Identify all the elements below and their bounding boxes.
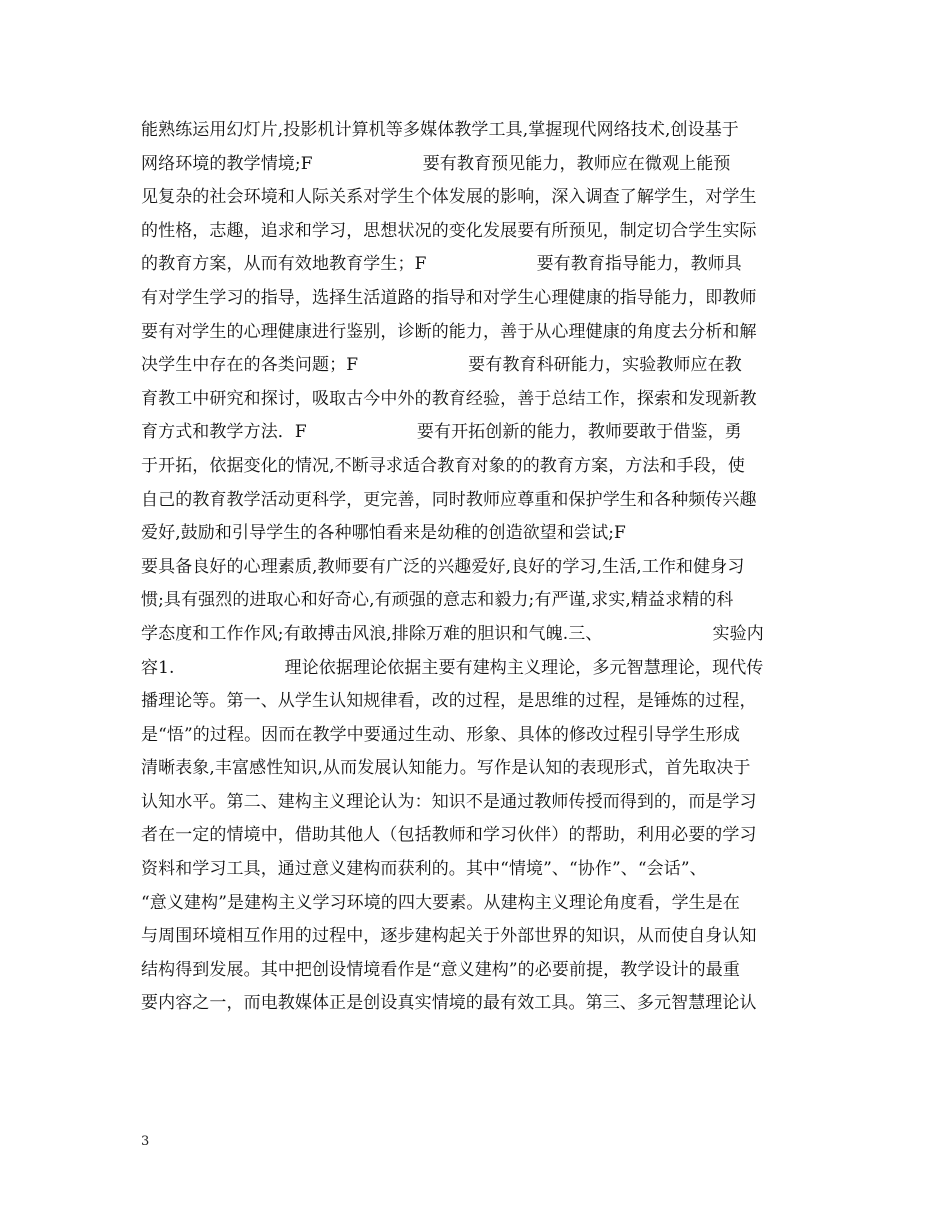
text-line: 育方式和教学方法．F 要有开拓创新的能力，教师要敢于借鉴，勇 bbox=[141, 422, 742, 443]
text-line: 要内容之一，而电教媒体正是创设真实情境的最有效工具。第三、多元智慧理论认 bbox=[141, 993, 757, 1014]
text-line: 者在一定的情境中，借助其他人（包括教师和学习伙伴）的帮助，利用必要的学习 bbox=[141, 825, 757, 846]
text-line: 清晰表象,丰富感性知识,从而发展认知能力。写作是认知的表现形式，首先取决于 bbox=[141, 758, 751, 779]
text-line: 要具备良好的心理素质,教师要有广泛的兴趣爱好,良好的学习,生活,工作和健身习 bbox=[141, 556, 745, 577]
text-line: 是“悟”的过程。因而在教学中要通过生动、形象、具体的修改过程引导学生形成 bbox=[141, 724, 740, 745]
text-line: 网络环境的教学情境;F 要有教育预见能力，教师应在微观上能预 bbox=[141, 153, 731, 174]
text-line: 自己的教育教学活动更科学，更完善，同时教师应尊重和保护学生和各种频传兴趣 bbox=[141, 489, 757, 510]
text-line: 认知水平。第二、建构主义理论认为：知识不是通过教师传授而得到的，而是学习 bbox=[141, 791, 757, 812]
text-line: 容1. 理论依据理论依据主要有建构主义理论，多元智慧理论，现代传 bbox=[141, 657, 764, 678]
text-line: 爱好,鼓励和引导学生的各种哪怕看来是幼稚的创造欲望和尝试;F bbox=[141, 523, 626, 544]
text-line: 有对学生学习的指导，选择生活道路的指导和对学生心理健康的指导能力，即教师 bbox=[141, 287, 757, 308]
text-line: 见复杂的社会环境和人际关系对学生个体发展的影响，深入调查了解学生，对学生 bbox=[141, 187, 757, 208]
text-line: 与周围环境相互作用的过程中，逐步建构起关于外部世界的知识，从而使自身认知 bbox=[141, 926, 757, 947]
body-text bbox=[141, 114, 816, 1021]
page-number: 3 bbox=[141, 1134, 150, 1149]
text-line: 的教育方案，从而有效地教育学生；F 要有教育指导能力，教师具 bbox=[141, 254, 742, 275]
text-line: 播理论等。第一、从学生认知规律看，改的过程，是思维的过程，是锤炼的过程， bbox=[141, 691, 757, 712]
text-line: 的性格，志趣，追求和学习，思想状况的变化发展要有所预见，制定切合学生实际 bbox=[141, 220, 757, 241]
text-line: 要有对学生的心理健康进行鉴别，诊断的能力，善于从心理健康的角度去分析和解 bbox=[141, 321, 757, 342]
text-line: 于开拓，依据变化的情况,不断寻求适合教育对象的的教育方案，方法和手段，使 bbox=[141, 455, 746, 476]
text-line: 育教工中研究和探讨，吸取古今中外的教育经验，善于总结工作，探索和发现新教 bbox=[141, 388, 757, 409]
text-line: 资料和学习工具，通过意义建构而获利的。其中“情境”、“协作”、“会话”、 bbox=[141, 859, 707, 880]
text-line: 学态度和工作作风;有敢搏击风浪,排除万难的胆识和气魄.三、 实验内 bbox=[141, 623, 764, 644]
text-line: 结构得到发展。其中把创设情境看作是“意义建构”的必要前提，教学设计的最重 bbox=[141, 959, 740, 980]
text-line: 惯;具有强烈的进取心和好奇心,有顽强的意志和毅力;有严谨,求实,精益求精的科 bbox=[141, 590, 734, 611]
text-line: “意义建构”是建构主义学习环境的四大要素。从建构主义理论角度看，学生是在 bbox=[141, 892, 740, 913]
text-line: 能熟练运用幻灯片,投影机计算机等多媒体教学工具,掌握现代网络技术,创设基于 bbox=[141, 120, 739, 140]
text-line: 决学生中存在的各类问题；F 要有教育科研能力，实验教师应在教 bbox=[141, 355, 742, 376]
